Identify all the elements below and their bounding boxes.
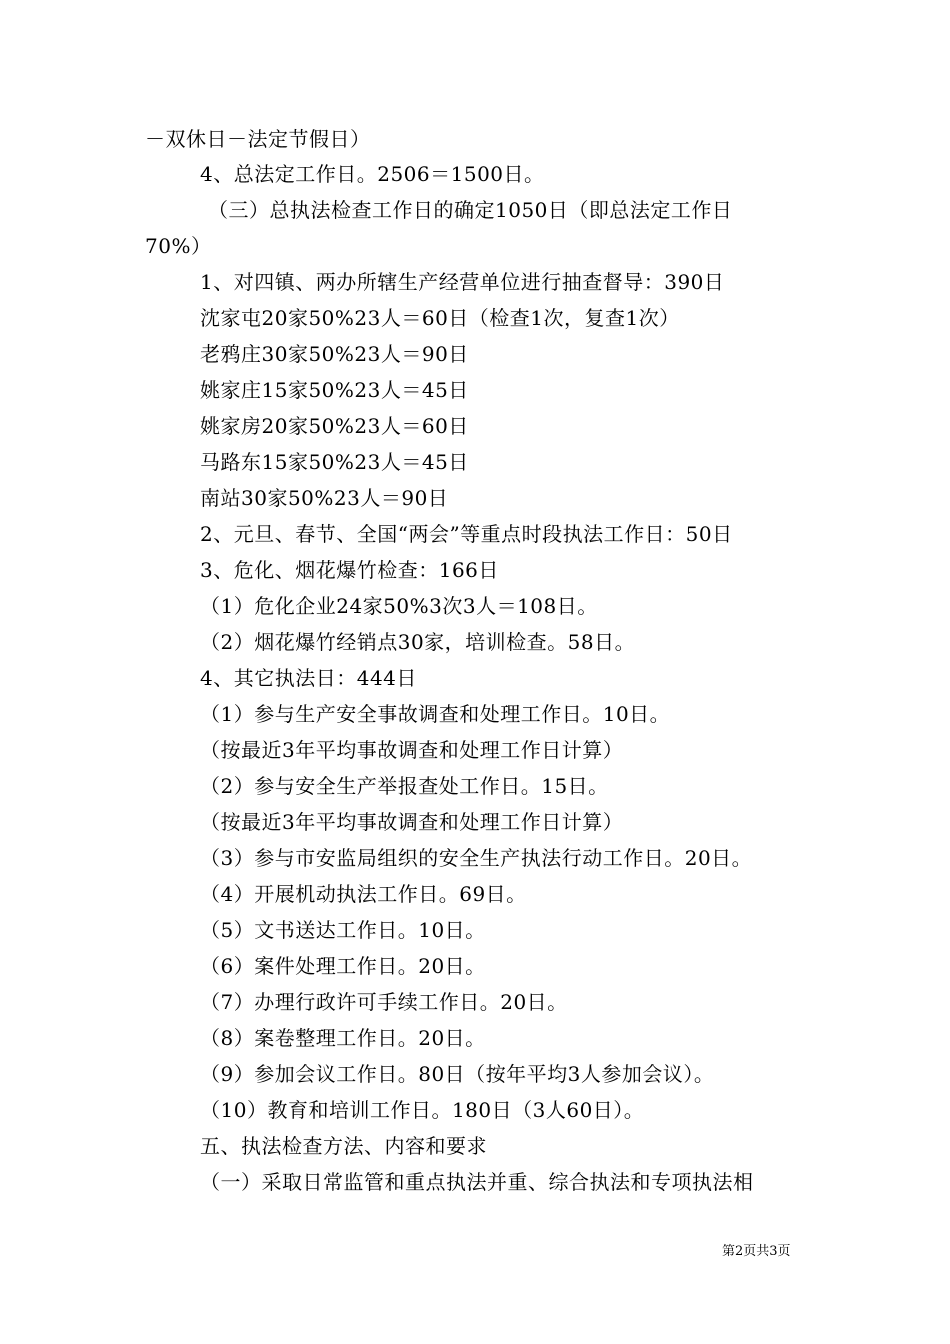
text-line: 4、总法定工作日。2506＝1500日。 — [200, 162, 545, 186]
text-line: （按最近3年平均事故调查和处理工作日计算） — [200, 738, 624, 762]
text-line: （9）参加会议工作日。80日（按年平均3人参加会议）。 — [200, 1062, 715, 1086]
text-line: （1）危化企业24家50%3次3人＝108日。 — [200, 594, 598, 618]
text-line: 1、对四镇、两办所辖生产经营单位进行抽查督导：390日 — [200, 270, 725, 294]
text-line: 70%） — [145, 234, 212, 258]
section-heading: 五、执法检查方法、内容和要求 — [200, 1134, 487, 1158]
page-number-footer: 第2页共3页 — [722, 1244, 791, 1259]
text-line: （8）案卷整理工作日。20日。 — [200, 1026, 486, 1050]
text-line: （10）教育和培训工作日。180日（3人60日）。 — [200, 1098, 645, 1122]
text-line: （三）总执法检查工作日的确定1050日（即总法定工作日 — [208, 198, 733, 222]
text-line: 南站30家50%23人＝90日 — [200, 486, 449, 510]
text-line: 姚家庄15家50%23人＝45日 — [200, 378, 469, 402]
text-line: （4）开展机动执法工作日。69日。 — [200, 882, 527, 906]
text-line: （2）烟花爆竹经销点30家，培训检查。58日。 — [200, 630, 636, 654]
text-line: 马路东15家50%23人＝45日 — [200, 450, 469, 474]
text-line: 沈家屯20家50%23人＝60日（检查1次，复查1次） — [200, 306, 680, 330]
text-line: （6）案件处理工作日。20日。 — [200, 954, 486, 978]
text-line: （5）文书送达工作日。10日。 — [200, 918, 486, 942]
text-line: （按最近3年平均事故调查和处理工作日计算） — [200, 810, 624, 834]
text-line: （一）采取日常监管和重点执法并重、综合执法和专项执法相 — [200, 1170, 754, 1194]
text-line: 2、元旦、春节、全国“两会”等重点时段执法工作日：50日 — [200, 522, 733, 546]
text-line: 老鸦庄30家50%23人＝90日 — [200, 342, 469, 366]
text-line: （3）参与市安监局组织的安全生产执法行动工作日。20日。 — [200, 846, 753, 870]
text-line: 3、危化、烟花爆竹检查：166日 — [200, 558, 499, 582]
text-line: （1）参与生产安全事故调查和处理工作日。10日。 — [200, 702, 671, 726]
text-line: 4、其它执法日：444日 — [200, 666, 417, 690]
text-line: （2）参与安全生产举报查处工作日。15日。 — [200, 774, 609, 798]
text-line: （7）办理行政许可手续工作日。20日。 — [200, 990, 568, 1014]
text-line: －双休日－法定节假日） — [145, 127, 371, 151]
text-line: 姚家房20家50%23人＝60日 — [200, 414, 469, 438]
